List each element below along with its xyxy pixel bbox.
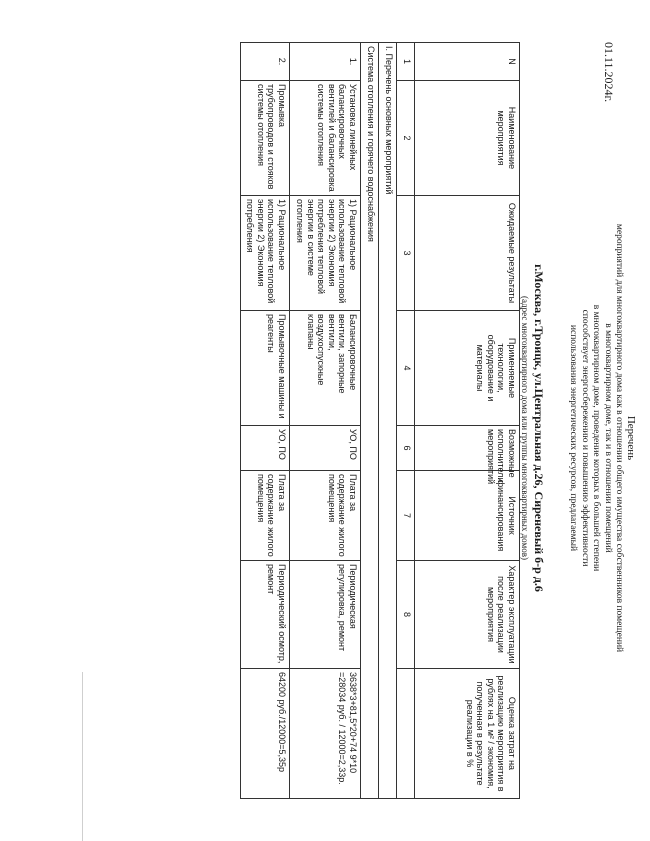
header-technology: Применяемые технологии, оборудование и материалы [415, 311, 520, 426]
heading-line: мероприятий для многоквартирного дома как в отношении общего имущества собственников помещений [614, 223, 625, 653]
row-technology: Промывочные машины и реагенты [241, 311, 290, 426]
row-result: 1) Рациональное использование тепловой энергии 2) Экономия потребления [241, 196, 290, 311]
subsection-title: Система отопления и горячего водоснабжения [361, 43, 379, 799]
row-number: 2. [241, 43, 290, 81]
row-operation: Периодический осмотр, ремонт [241, 561, 290, 669]
row-cost: 3638*3+81,5*20+74 9*10 =28034 руб. / 12000=2,33р. [290, 669, 361, 799]
header-number: N [415, 43, 520, 81]
header-executors: Возможные исполнители мероприятий [415, 426, 520, 471]
row-result: 1) Рациональное использование тепловой энергии 2) Экономия потребления тепловой энергии в системе отопления [290, 196, 361, 311]
column-number [397, 669, 415, 799]
section-row [361, 43, 379, 799]
header-operation: Характер эксплуатации после реализации мероприятия [415, 561, 520, 669]
address-block [520, 68, 546, 788]
header-cost: Оценка затрат на реализацию мероприятия в рублях на 1 м² / экономия, полученная в результате реализации в % [415, 669, 520, 799]
document-heading [567, 158, 636, 718]
row-operation: Периодическая регулировка, ремонт [290, 561, 361, 669]
row-name: Установка линейных балансировочных вентилей и балансировка системы отопления [290, 81, 361, 196]
table-row [241, 43, 290, 799]
heading-line: в многоквартирном доме, проведение которых в большей степени [591, 304, 602, 572]
scan-edge-shadow [82, 672, 83, 841]
address-main: г.Москва, г.Троицк, ул.Центральная д.26, Сиреневый б-р д.6 [532, 264, 546, 592]
row-name: Промывка трубопроводов и стояков системы отопления [241, 81, 290, 196]
column-numbers-row [397, 43, 415, 799]
document-date: 01.11.2024г. [602, 42, 616, 103]
column-number: 6 [397, 426, 415, 471]
heading-line: в многоквартирном доме, так и в отношении помещений [603, 323, 613, 553]
row-number: 1. [290, 43, 361, 81]
header-financing: Источник финансирования [415, 471, 520, 561]
measures-table [240, 42, 520, 799]
row-technology: Балансировочные вентили, запорные вентили, воздухоспускные клапаны [290, 311, 361, 426]
column-number: 2 [397, 81, 415, 196]
row-financing: Плата за содержание жилого помещения [290, 471, 361, 561]
row-executors: УО, ПО [241, 426, 290, 471]
header-name: Наименование мероприятия [415, 81, 520, 196]
address-note: (адрес многоквартирного дома или группы многоквартирных домов) [520, 296, 530, 560]
row-cost: 64200 руб./12000=5,35р [241, 669, 290, 799]
table-row [290, 43, 361, 799]
heading-line: способствует энергосбережению и повышению эффективности [580, 309, 590, 567]
document-page [88, 8, 648, 828]
header-result: Ожидаемые результаты [415, 196, 520, 311]
column-number: 4 [397, 311, 415, 426]
table-header-row [415, 43, 520, 799]
row-financing: Плата за содержание жилого помещения [241, 471, 290, 561]
column-number: 1 [397, 43, 415, 81]
section-title: I. Перечень основных мероприятий [379, 43, 397, 799]
row-executors: УО, ПО [290, 426, 361, 471]
heading-line: использования энергетических ресурсов, предлагаемый [568, 324, 579, 552]
column-number: 8 [397, 561, 415, 669]
column-number: 7 [397, 471, 415, 561]
section-row [379, 43, 397, 799]
column-number: 3 [397, 196, 415, 311]
heading-title: Перечень [625, 415, 637, 461]
